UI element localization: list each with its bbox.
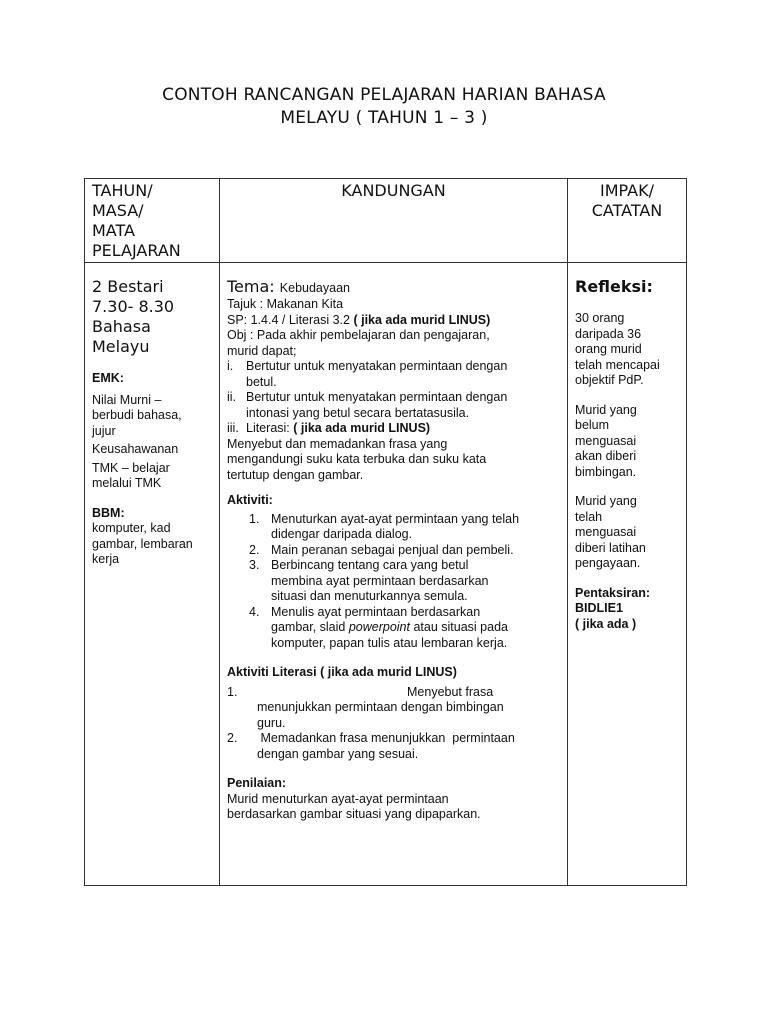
subjek-1: Bahasa — [92, 317, 151, 336]
lesson-plan-table — [84, 178, 687, 886]
masa: 7.30- 8.30 — [92, 297, 175, 316]
document-title — [84, 84, 684, 130]
cell-kandungan — [220, 263, 568, 886]
literasi-desc: Menyebut dan memadankan frasa yang mengandungi suku kata terbuka dan suku kata tertutup dengan gambar. — [227, 436, 487, 482]
title-line-1: CONTOH RANCANGAN PELAJARAN HARIAN BAHASA — [162, 85, 606, 105]
table-header-row — [85, 179, 687, 263]
objektif: Obj : Pada akhir pembelajaran dan pengajaran, murid dapat; — [227, 328, 490, 358]
header-kandungan: KANDUNGAN — [220, 179, 568, 263]
cell-impak-catatan — [568, 263, 687, 886]
list-item: 2. Main peranan sebagai penjual dan pembeli. — [249, 542, 514, 557]
list-item: 4. Menulis ayat permintaan berdasarkan gambar, slaid powerpoint atau situasi pada komputer, papan tulis atau lembaran kerja. — [249, 604, 508, 650]
pentaksiran: Pentaksiran: BIDLIE1 ( jika ada ) — [575, 585, 651, 631]
list-item: ii. Bertutur untuk menyatakan permintaan dengan intonasi yang betul secara bertatasusila. — [227, 390, 508, 420]
refleksi-2: Murid yang belum menguasai akan diberi bimbingan. — [575, 402, 637, 479]
tema — [227, 277, 559, 297]
title-line-2: MELAYU ( TAHUN 1 – 3 ) — [280, 108, 488, 128]
list-item: iii. Literasi: ( jika ada murid LINUS) — [227, 421, 431, 435]
refleksi-3: Murid yang telah menguasai diberi latihan pengayaan. — [575, 494, 646, 570]
tajuk: Tajuk : Makanan Kita — [227, 297, 344, 311]
objektif-list — [227, 359, 559, 437]
bbm-label: BBM: — [92, 505, 125, 520]
refleksi-label: Refleksi: — [575, 277, 653, 296]
aktiviti-literasi-label: Aktiviti Literasi ( jika ada murid LINUS) — [227, 665, 457, 679]
aktiviti-list — [227, 512, 559, 652]
list-item: 3. Berbincang tentang cara yang betul membina ayat permintaan berdasarkan situasi dan menuturkannya semula. — [249, 558, 489, 603]
penilaian-text: Murid menuturkan ayat-ayat permintaan berdasarkan gambar situasi yang dipaparkan. — [227, 791, 481, 821]
table-body-row — [85, 263, 687, 886]
bbm-text: komputer, kad gambar, lembaran kerja — [92, 521, 193, 566]
list-item: 1. Menuturkan ayat-ayat permintaan yang telah didengar daripada dialog. — [249, 511, 520, 541]
penilaian-label: Penilaian: — [227, 776, 287, 790]
sp: SP: 1.4.4 / Literasi 3.2 ( jika ada murid LINUS) — [227, 312, 491, 327]
list-item: 2. Memadankan frasa menunjukkan permintaan dengan gambar yang sesuai. — [227, 731, 515, 761]
tema-value: Kebudayaan — [279, 281, 350, 295]
cell-tahun-masa — [85, 263, 220, 886]
subjek-2: Melayu — [92, 337, 150, 356]
aktiviti-literasi-list — [227, 685, 559, 763]
list-item: 1. Menyebut frasa menunjukkan permintaan dengan bimbingan guru. — [227, 684, 504, 730]
emk-text: Nilai Murni – berbudi bahasa, jujur Keusahawanan TMK – belajar melalui TMK — [92, 392, 182, 490]
list-item: i. Bertutur untuk menyatakan permintaan dengan betul. — [227, 359, 508, 389]
aktiviti-label: Aktiviti: — [227, 493, 273, 507]
refleksi-1: 30 orang daripada 36 orang murid telah mencapai objektif PdP. — [575, 311, 660, 387]
emk-label: EMK: — [92, 371, 124, 385]
kelas: 2 Bestari — [92, 277, 164, 296]
header-tahun-masa: TAHUN/ MASA/ MATA PELAJARAN — [85, 179, 220, 263]
tema-label: Tema: — [227, 277, 275, 296]
header-impak-catatan: IMPAK/ CATATAN — [568, 179, 687, 263]
